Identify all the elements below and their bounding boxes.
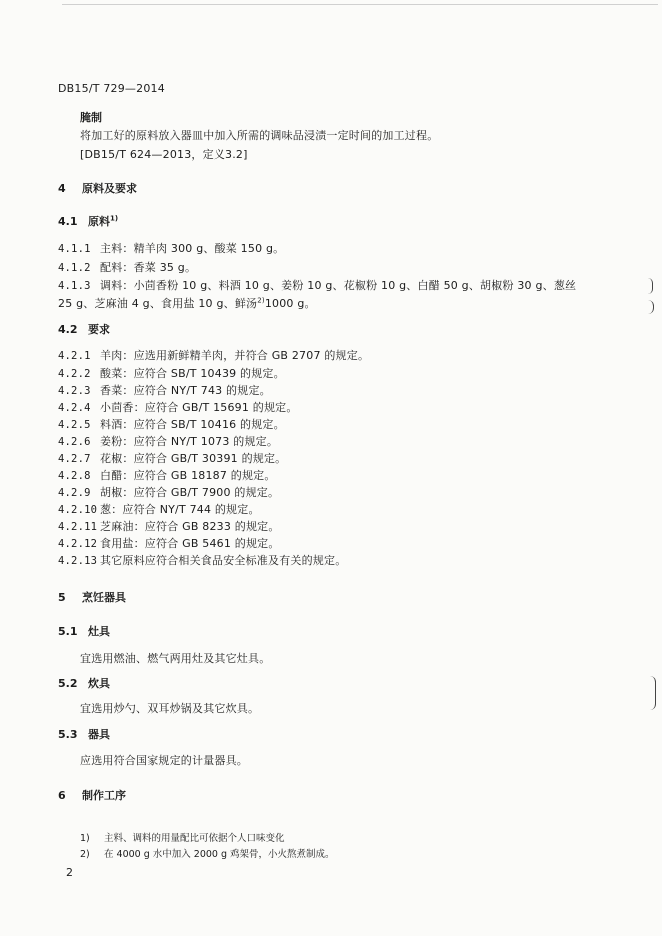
clause-number: 4.2.1 bbox=[58, 350, 91, 362]
clause-number: 4.2.9 bbox=[58, 487, 91, 499]
clause-4-2-7 bbox=[58, 450, 286, 466]
clause-4-1-3 bbox=[58, 277, 576, 293]
clause-4-2-13 bbox=[58, 552, 346, 568]
clause-text: 调料：小茴香粉 10 g、料酒 10 g、姜粉 10 g、花椒粉 10 g、白醋 50 g、胡椒粉 30 g、葱丝 bbox=[100, 279, 577, 292]
footnote-1 bbox=[80, 830, 285, 844]
section-number: 5 bbox=[58, 591, 66, 604]
subsection-number: 5.1 bbox=[58, 625, 78, 638]
footnote-ref: 1) bbox=[110, 214, 119, 223]
margin-mark-right bbox=[650, 676, 656, 710]
subsection-title: 原料 bbox=[88, 215, 110, 228]
footnote-text: 主料、调料的用量配比可依据个人口味变化 bbox=[104, 833, 285, 844]
subsection-5-2-body: 宜选用炒勺、双耳炒锅及其它炊具。 bbox=[80, 702, 260, 715]
section-4-heading bbox=[58, 180, 137, 196]
subsection-number: 5.2 bbox=[58, 677, 78, 690]
footnote-ref: 2) bbox=[257, 296, 265, 305]
subsection-title: 炊具 bbox=[88, 677, 110, 690]
section-title: 原料及要求 bbox=[82, 182, 137, 195]
subsection-4-2-heading bbox=[58, 321, 110, 337]
clause-number: 4.2.8 bbox=[58, 470, 91, 482]
section-title: 制作工序 bbox=[82, 789, 126, 802]
clause-text: 羊肉：应选用新鲜精羊肉，并符合 GB 2707 的规定。 bbox=[100, 349, 370, 362]
margin-mark-lower bbox=[648, 300, 654, 314]
subsection-title: 器具 bbox=[88, 728, 110, 741]
section-6-heading bbox=[58, 787, 126, 803]
subsection-5-1-heading bbox=[58, 623, 110, 639]
clause-text: 食用盐：应符合 GB 5461 的规定。 bbox=[100, 537, 280, 550]
clause-4-1-2 bbox=[58, 259, 196, 275]
subsection-5-3-body: 应选用符合国家规定的计量器具。 bbox=[80, 754, 248, 767]
clause-4-2-2 bbox=[58, 365, 285, 381]
subsection-4-1-heading bbox=[58, 213, 118, 229]
clause-text: 配料：香菜 35 g。 bbox=[100, 261, 197, 274]
clause-number: 4.1.3 bbox=[58, 280, 91, 292]
clause-4-2-1 bbox=[58, 347, 369, 363]
clause-text: 花椒：应符合 GB/T 30391 的规定。 bbox=[100, 452, 287, 465]
clause-number: 4.2.13 bbox=[58, 555, 98, 567]
clause-number: 4.2.10 bbox=[58, 504, 98, 516]
clause-4-2-10 bbox=[58, 501, 260, 517]
clause-text: 香菜：应符合 NY/T 743 的规定。 bbox=[100, 384, 271, 397]
clause-4-2-9 bbox=[58, 484, 279, 500]
clause-number: 4.2.3 bbox=[58, 385, 91, 397]
clause-4-2-8 bbox=[58, 467, 276, 483]
clause-text: 小茴香：应符合 GB/T 15691 的规定。 bbox=[100, 401, 298, 414]
page-number: 2 bbox=[66, 866, 74, 879]
clause-number: 4.2.7 bbox=[58, 453, 91, 465]
clause-4-1-1 bbox=[58, 240, 284, 256]
subsection-5-1-body: 宜选用燃油、燃气两用灶及其它灶具。 bbox=[80, 652, 271, 665]
clause-text: 姜粉：应符合 NY/T 1073 的规定。 bbox=[100, 435, 279, 448]
clause-4-2-11 bbox=[58, 518, 280, 534]
section-title: 烹饪器具 bbox=[82, 591, 126, 604]
clause-4-2-6 bbox=[58, 433, 278, 449]
clause-text: 25 g、芝麻油 4 g、食用盐 10 g、鲜汤 bbox=[58, 297, 258, 310]
subsection-title: 要求 bbox=[88, 323, 110, 336]
footnote-2 bbox=[80, 846, 335, 860]
clause-4-1-3-continued bbox=[58, 295, 316, 311]
clause-text: 芝麻油：应符合 GB 8233 的规定。 bbox=[100, 520, 280, 533]
section-5-heading bbox=[58, 589, 126, 605]
clause-4-2-12 bbox=[58, 535, 280, 551]
subsection-title: 灶具 bbox=[88, 625, 110, 638]
subsection-5-2-heading bbox=[58, 675, 110, 691]
clause-text: 白醋：应符合 GB 18187 的规定。 bbox=[100, 469, 276, 482]
term-title: 腌制 bbox=[80, 111, 102, 124]
section-number: 4 bbox=[58, 182, 66, 195]
footnote-mark: 2) bbox=[80, 849, 90, 860]
clause-4-2-3 bbox=[58, 382, 271, 398]
subsection-5-3-heading bbox=[58, 726, 110, 742]
clause-number: 4.2.2 bbox=[58, 368, 91, 380]
clause-text: 其它原料应符合相关食品安全标准及有关的规定。 bbox=[100, 554, 347, 567]
clause-text-end: 1000 g。 bbox=[264, 297, 316, 310]
clause-number: 4.2.4 bbox=[58, 402, 91, 414]
clause-number: 4.2.5 bbox=[58, 419, 91, 431]
clause-number: 4.1.1 bbox=[58, 243, 91, 255]
top-rule bbox=[62, 4, 658, 5]
clause-number: 4.2.11 bbox=[58, 521, 98, 533]
subsection-number: 4.1 bbox=[58, 215, 78, 228]
subsection-number: 4.2 bbox=[58, 323, 78, 336]
subsection-number: 5.3 bbox=[58, 728, 78, 741]
clause-number: 4.2.6 bbox=[58, 436, 91, 448]
doc-code: DB15/T 729—2014 bbox=[58, 82, 165, 95]
clause-number: 4.1.2 bbox=[58, 262, 91, 274]
clause-text: 主料：精羊肉 300 g、酸菜 150 g。 bbox=[100, 242, 285, 255]
section-number: 6 bbox=[58, 789, 66, 802]
margin-mark-upper bbox=[648, 278, 653, 294]
clause-number: 4.2.12 bbox=[58, 538, 98, 550]
clause-text: 葱：应符合 NY/T 744 的规定。 bbox=[100, 503, 260, 516]
clause-text: 料酒：应符合 SB/T 10416 的规定。 bbox=[100, 418, 285, 431]
footnote-mark: 1) bbox=[80, 833, 90, 844]
term-source: [DB15/T 624—2013，定义3.2] bbox=[80, 148, 248, 161]
term-definition: 将加工好的原料放入器皿中加入所需的调味品浸渍一定时间的加工过程。 bbox=[80, 129, 439, 142]
footnote-text: 在 4000 g 水中加入 2000 g 鸡架骨，小火熬煮制成。 bbox=[104, 849, 335, 860]
clause-text: 胡椒：应符合 GB/T 7900 的规定。 bbox=[100, 486, 280, 499]
clause-4-2-4 bbox=[58, 399, 298, 415]
clause-4-2-5 bbox=[58, 416, 285, 432]
clause-text: 酸菜：应符合 SB/T 10439 的规定。 bbox=[100, 367, 285, 380]
